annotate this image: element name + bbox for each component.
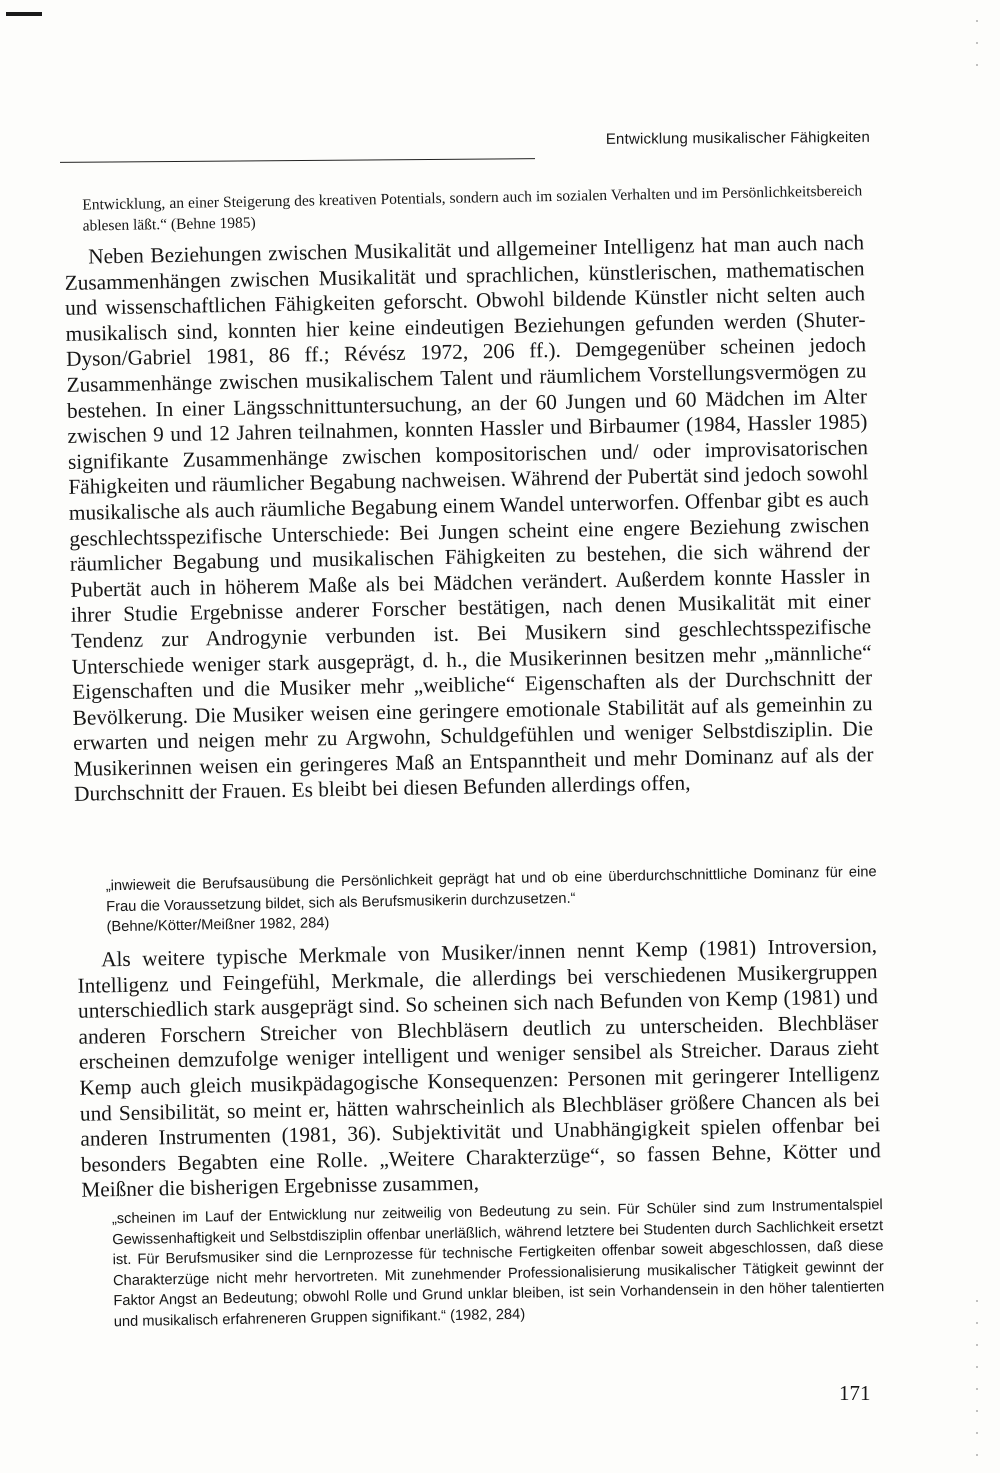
block-quote-2: „scheinen im Lauf der Entwicklung nur zeitweilig von Bedeutung zu sein. Für Schüler sind zum Instrumentalspiel Gewissenhaftigkeit und Selbstdisziplin offenbar unerläßlich, während letztere bei Studenten durch Sachlichkeit ersetzt ist. Für Berufsmusiker sind die Lernprozesse für technische Fertigkeiten offenbar soweit abgeschlossen, daß diese Charakterzüge nicht mehr hervortreten. Mit zunehmender Professionalisierung musikalischer Tätigkeit gewinnt der Faktor Angst an Bedeutung; obwohl Rolle und Grund unklar bleiben, ist sein Vorhandensein in den höher talentierten und musikalisch erfahreneren Gruppen signifikant.“ (1982, 284) xyxy=(111,1197,885,1331)
page-number: 171 xyxy=(839,1381,871,1405)
scan-edge-dots xyxy=(976,1300,978,1470)
running-head: Entwicklung musikalischer Fähigkeiten xyxy=(605,128,871,148)
paragraph-2: Als weitere typische Merkmale von Musiker/innen nennt Kemp (1981) Introversion, Intelligenz und Feingefühl, Merkmale, die allerdings bei verschiedenen Musikergruppen unterschiedlich stark ausgeprägt sind. So scheinen sich nach Befunden von Kemp (1981) und anderen Forschern Streicher von Blechbläsern deutlich zu unterscheiden. Blechbläser erscheinen demzufolge weniger intelligent und weniger sensibel als Streicher. Daraus zieht Kemp auch gleich musikpädagogische Konsequenzen: Personen mit geringerer Intelligenz und Sensibilität, so meint er, hätten wahrscheinlich als Blechbläser größere Chancen als bei anderen Instrumenten (1981, 36). Subjektivität und Unabhängigkeit spielen offenbar bei besonders Begabten eine Rolle. „Weitere Charakterzüge“, so fassen Behne, Kötter und Meißner die bisherigen Ergebnisse zusammen, xyxy=(77,933,881,1203)
header-rule xyxy=(60,158,535,163)
paragraph-1: Neben Beziehungen zwischen Musikalität und allgemeiner Intelligenz hat man auch nach Zusammenhängen zwischen Musikalität und sprachlichen, künstlerischen, mathematischen und wissenschaftlichen Fähigkeiten geforscht. Obwohl bildende Künstler nicht selten auch musikalisch sind, konnten hier keine eindeutigen Beziehungen gefunden werden (Shuter-Dyson/Gabriel 1981, 86 ff.; Révész 1972, 206 ff.). Demgegenüber scheinen jedoch Zusammenhänge zwischen musikalischem Talent und räumlichem Vorstellungsvermögen zu bestehen. In einer Längsschnittuntersuchung, an der 60 Jungen und 60 Mädchen im Alter zwischen 9 und 12 Jahren teilnahmen, konnten Hassler und Birbaumer (1984, Hassler 1985) signifikante Zusammenhänge zwischen kompositorischen und/ oder improvisatorischen Fähigkeiten und räumlicher Begabung nachweisen. Während der Pubertät sind jedoch sowohl musikalische als auch räumliche Begabung einem Wandel unterworfen. Offenbar gibt es auch geschlechtsspezifische Unterschiede: Bei Jungen scheint eine engere Beziehung zwischen räumlicher Begabung und musikalischen Fähigkeiten zu bestehen, die sich während der Pubertät auch in höherem Maße als bei Mädchen verändert. Außerdem konnte Hassler in ihrer Studie Ergebnisse anderer Forscher bestätigen, nach denen Musikalität mit einer Tendenz zur Androgynie verbunden ist. Bei Musikern sind geschlechtsspezifische Unterschiede weniger stark ausgeprägt, d. h., die Musikerinnen besitzen mehr „männliche“ Eigenschaften und die Musiker mehr „weibliche“ Eigenschaften als der Durchschnitt der Bevölkerung. Die Musiker weisen eine geringere emotionale Stabilität auf als gemeinhin zu erwarten und neigen mehr zu Argwohn, Schuldgefühlen und weniger Selbstdisziplin. Die Musikerinnen weisen ein geringeres Maß an Entspanntheit und mehr Dominanz auf als der Durchschnitt der Frauen. Es bleibt bei diesen Befunden allerdings offen, xyxy=(64,230,874,807)
quote-continuation: Entwicklung, an einer Steigerung des kreativen Potentials, sondern auch im sozialen Verhalten und im Persönlichkeitsbereich ablesen läßt.“ (Behne 1985) xyxy=(82,182,863,235)
scan-artifact xyxy=(6,12,42,16)
block-quote-1-citation: (Behne/Kötter/Meißner 1982, 284) xyxy=(106,915,330,936)
block-quote-1 xyxy=(106,862,878,938)
scan-edge-dots xyxy=(976,20,978,80)
block-quote-1-text: „inwieweit die Berufsausübung die Persönlichkeit geprägt hat und ob eine überdurchschnittliche Dominanz für eine Frau die Voraussetzung bildet, sich als Berufsmusikerin durchzusetzen.“ xyxy=(105,864,877,915)
